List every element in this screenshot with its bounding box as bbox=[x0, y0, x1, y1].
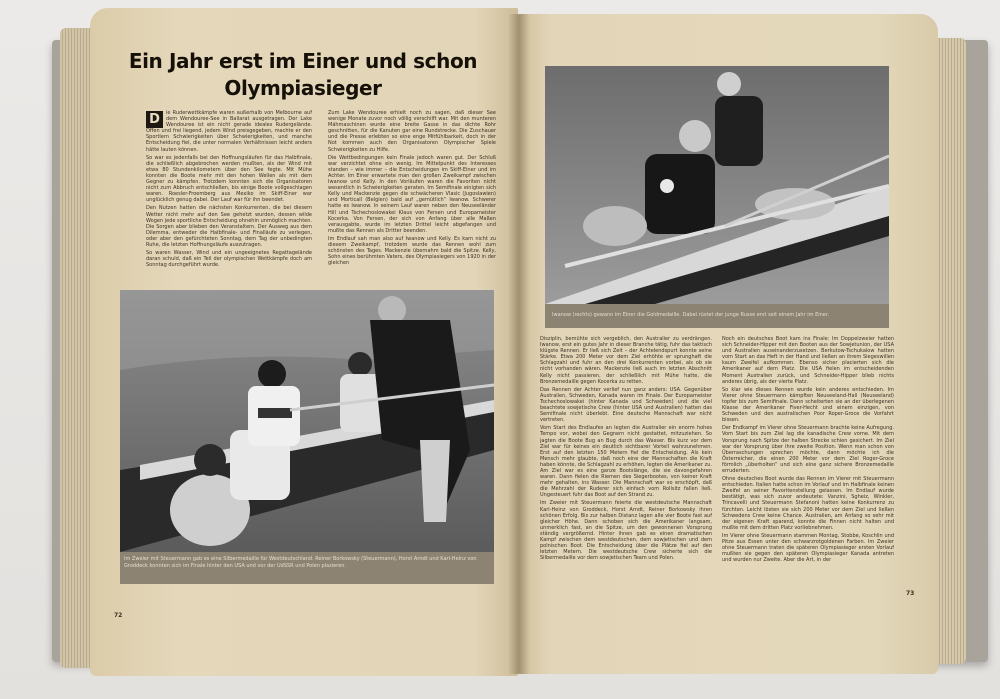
photo-coxed-pair bbox=[120, 290, 494, 552]
left-column-2 bbox=[328, 110, 496, 286]
paragraph: D ie Ruderwettkämpfe waren außerhalb von Melbourne auf dem Wendouree-See in Ballarat ausgetragen. Der Lake Wendouree ist ein nicht gerade ideales Rudergelände. Offen und frei liegend, jedem Wind preisgegeben, machte er den Sportlern Schwierigkeiten über Schwierigkeiten, und manche Entscheidung fiel, die unter normalen Verhältnissen leicht anders hätte lauten können. bbox=[146, 110, 312, 153]
headline-line-2: Olympiasieger bbox=[224, 76, 382, 100]
paragraph: So war es jedenfalls bei den Hoffnungsläufen für das Halbfinale, die schließlich abgebrochen werden mußten, als der Wind mit etwa 80 Stundenkilometern über den See fegte. Mit Mühe konnten die Boote mehr mit den hohen Wellen als mit dem Gegner zu kämpfen. Trotzdem konnten sich die Organisatoren nicht zum Abbruch entschließen, bis einige Boote vollgeschlagen waren. Roesler-Froemberg aus Mexiko im Skiff-Einer war unglücklich genug dabei. Der Lauf war für ihn beendet. bbox=[146, 154, 312, 204]
paragraph: Im Zweier mit Steuermann feierte die westdeutsche Mannschaft Karl-Heinz von Groddeck, Horst Arndt, Reiner Borkowsky ihren schönen Erfolg. Bis zur halben Distanz lagen alle vier Boote fast auf gleicher Höhe. Dann schoben sich die Amerikaner langsam, unmerklich fast, an die Spitze, um den gewonnenen Vorsprung ständig vergrößernd. Hinter ihnen gab es einen dramatischen Kampf zwischen dem westdeutschen, dem sowjetischen und dem polnischen Boot. Die Entscheidung über die Plätze fiel auf den letzten Metern. Die westdeutsche Crew sicherte sich die Silbermedaille vor dem sowjetischen Team und Polen. bbox=[540, 500, 712, 562]
left-column-1 bbox=[146, 110, 312, 286]
paragraph: Der Endkampf im Vierer ohne Steuermann brachte keine Aufregung. Vom Start bis zum Ziel lag die kanadische Crew vorne. Mit dem Vorsprung nach Spitze der halben Strecke schien gesichert. Im Ziel war der Vorsprung über ihre zweite Position. Wenn man schon von Überraschungen sprechen möchte, dann möchte ich die Österreicher, die einen 200 Meter vor dem Ziel Roger-Groce förmlich „überholten“ und sich eine ganz sichere Bronzemedaille erruderten. bbox=[722, 425, 894, 474]
right-photo-caption: Iwanow (rechts) gewann im Einer die Goldmedaille. Dabei rüstet der junge Russe erst seit einem Jahr im Einer. bbox=[552, 312, 830, 318]
right-column-2 bbox=[722, 336, 894, 598]
headline-line-1: Ein Jahr erst im Einer und schon bbox=[128, 49, 478, 73]
paragraph: Den Nutzen hatten die nächsten Konkurrenten, die bei diesem Wetter nicht mehr auf den See gehetzt wurden, dessen wilde Wogen jede sportliche Entscheidung ohnehin unmöglich machten. Die Sorgen aber blieben den Veranstaltern. Der Ausweg aus dem Dilemma, entweder die Halbfinale- und Finalläufe zu verlegen, oder aber den gefürchteten Sonntag, dem Tag der unbedingten Ruhe, die letzten Hoffnungsläufe auszutragen. bbox=[146, 205, 312, 248]
right-column-1 bbox=[540, 336, 712, 606]
paragraph: So waren Wasser, Wind und ein ungeeignetes Regattagelände daran schuld, daß ein Teil der olympischen Wettkämpfe doch am Sonntag durchgeführt wurde. bbox=[146, 250, 312, 269]
paragraph: Im Vierer ohne Steuermann stammen Montag, Stobbe, Koschlin und Pitze aus Essen unter den schwarzrotgoldenen Farben. Im Zweier ohne Steuermann traten die späteren Olympiasieger ersten Vorlauf mußten sie gegen den späteren Olympiasieger Kanada antreten und wurden nur Zweite. Aber die Art, in der bbox=[722, 532, 894, 564]
paragraph: Noch ein deutsches Boot kam ins Finale: Im Doppelzweier hatten sich Schneider-Hipper mit den Booten aus der Sowjetunion, der USA und Australien auseinanderzusetzen. Berkutow-Tschukalow hatten vom Start an das Heft in der Hand und ließen an ihrem Siegeswillen kaum Zweifel aufkommen. Ebenso sicher placierten sich die Amerikaner auf dem Platz. Die USA fielen im entscheidenden Moment Australien zurück, und Schneider-Hipper blieb nichts anderes übrig, als der vierte Platz. bbox=[722, 336, 894, 385]
paragraph: Im Endlauf sah man also auf Iwanow und Kelly. Es kam nicht zu diesem Zweikampf, trotzdem wurde das Rennen wohl zum schönsten des Tages. Mackenzie übernahm bald die Spitze. Kelly, Sohn eines berühmten Vaters, des Olympiasiegers von 1920 in der gleichen bbox=[328, 235, 496, 267]
book-gutter bbox=[508, 14, 530, 674]
paragraph: Die Wettbedingungen kein Finale jedoch waren gut. Der Schluß war verzichtet ohne ein wenig. Im Mittelpunkt des Interesses standen – wie immer – die Entscheidungen im Skiff-Einer und im Achter. Im Einer erwartete man den großen Zweikampf zwischen Iwanow und Kelly. In den Vorläufen waren die Favoriten nicht wesentlich in Schwierigkeiten geraten. Im Semifinale einigten sich Kelly und Mackenzie gegen die schwächeren Vlasic (Jugoslawien) und Morticall (Belgien) bald auf „gemütlich“ Iwanow. Schwerer hatte es Iwanow. In seinem Lauf waren neben den Neuseeländer Hill und Tschechoslowakei Klaus von Fersen und Europameister Kocerka. Von Fersen, der sich von Anfang über alle Maßen verausgabte, wurde im letzten Drittel leicht abgefangen und mußte das Rennen als Dritter beenden. bbox=[328, 154, 496, 234]
page-number-left: 72 bbox=[114, 612, 123, 619]
paragraph: Das Rennen der Achter verlief nun ganz anders: USA. Gegenüber Australien, Schweden, Kanada waren im Finale. Der Europameister Tschechoslowakei (hinter Kanada und Schweden) und die viel beachtete sowjetische Crew (hinter USA und Australien) hatten das Semifinale nicht überlebt. Eine deutsche Mannschaft war nicht vertreten. bbox=[540, 386, 712, 424]
drop-cap: D bbox=[146, 111, 163, 128]
left-photo-caption: Im Zweier mit Steuermann gab es eine Silbermedaille für Westdeutschland. Reiner Borkowsky (Steuermann), Horst Arndt und Karl-Heinz von Groddeck konnten sich im Finale hinter den USA und vor der UdSSR und Polen plazieren. bbox=[124, 556, 477, 569]
article-headline bbox=[128, 48, 478, 102]
photo-single-sculls bbox=[545, 66, 889, 304]
paragraph: Vom Start des Endlaufes an legten die Australier ein enorm hohes Tempo vor, wobei den Gegnern nicht gestattet, mitzuziehen. So jagten die Boote Bug an Bug durch das Wasser. Bis kurz vor dem Ziel war für keines ein deutlich sichtbarer Vorteil wahrzunehmen. Erst auf den letzten 150 Metern fiel die Entscheidung. Als kein Mensch mehr glaubte, daß noch eine der Mannschaften die Kraft haben könnte, die Schlagzahl zu erhöhen, legten die Amerikaner zu. Am Ziel war es eine ganze Bootslänge, die sie davongefahren waren. Dann fielen die Riemen des Siegerbootes, von keiner Kraft mehr gehalten, ins Wasser. Die Mannschaft war so erschöpft, daß die Mehrzahl der Ruderer sich einfach vom Rollsitz fallen ließ. Ungesteuert fuhr das Boot auf den Strand zu. bbox=[540, 425, 712, 499]
paragraph: So klar wie dieses Rennen wurde kein anderes entschieden. Im Vierer ohne Steuermann kämpften Neuseeland-Hall (Neuseeland) topfer bis zum Semifinale. Dann scheiterten sie an der überlegenen Klasse der Amerikaner Fiver-Hecht und einem einzigen, von Schweden und den australischen Poor Roper-Groce die Vorfahrt bissen. bbox=[722, 386, 894, 424]
paragraph: Zum Lake Wendouree erhielt noch zu sagen, daß dieser See wenige Monate zuvor noch völlig verschilft war. Mit den munteren Mähmaschinen wurde eine breite Gasse in das dichte Rohr geschnitten, für die Kanuten gar eine Rundstrecke. Die Zuschauer und die Presse erlebten so eine enge Mitfühlbarkeit, doch in der Not kommen auch den Organisatoren Olympischer Spiele Schwierigkeiten zu Hilfe. bbox=[328, 110, 496, 153]
page-number-right: 73 bbox=[906, 590, 915, 597]
paragraph: Ohne deutsches Boot wurde das Rennen im Vierer mit Steuermann entschieden. Italien hatte schon im Vorlauf und im Halbfinale keinen Zweifel an seiner Favoritenstellung gelassen. Im Endlauf wurde bestätigt, was sich zuvor andeutete: Vanzini, Sgheiz, Winkler, Trincavelli und Steuermann Stefanoni hatten keine Konkurrenz zu fürchten. Leicht lösten sie sich 200 Meter vor dem Ziel und ließen Schwedens Crew keine Chance. Australien, am Anfang so sehr mit der eigenen Kraft sparend, konnte die Finnen nicht halten und mußte mit dem dritten Platz vorliebnehmen. bbox=[722, 476, 894, 531]
paragraph: Disziplin, bemühte sich vergeblich, den Australier zu verdrängen. Iwanow, erst ein gutes Jahr in dieser Branche tätig, fuhr das taktisch klügste Rennen. Er ließ sich Zeit – der Achtelendspurt konnte seine Stärke. Etwa 200 Meter vor dem Ziel erhöhte er sprunghaft die Schlagzahl und fuhr an den drei Konkurrenten vorbei, als ob sie nicht vorhanden wären. Mackenzie ließ auch im letzten Abschnitt Kelly nicht passieren, der schließlich mit Mühe hatte, die Bronzemedaille gegen Kocerka zu retten. bbox=[540, 336, 712, 385]
